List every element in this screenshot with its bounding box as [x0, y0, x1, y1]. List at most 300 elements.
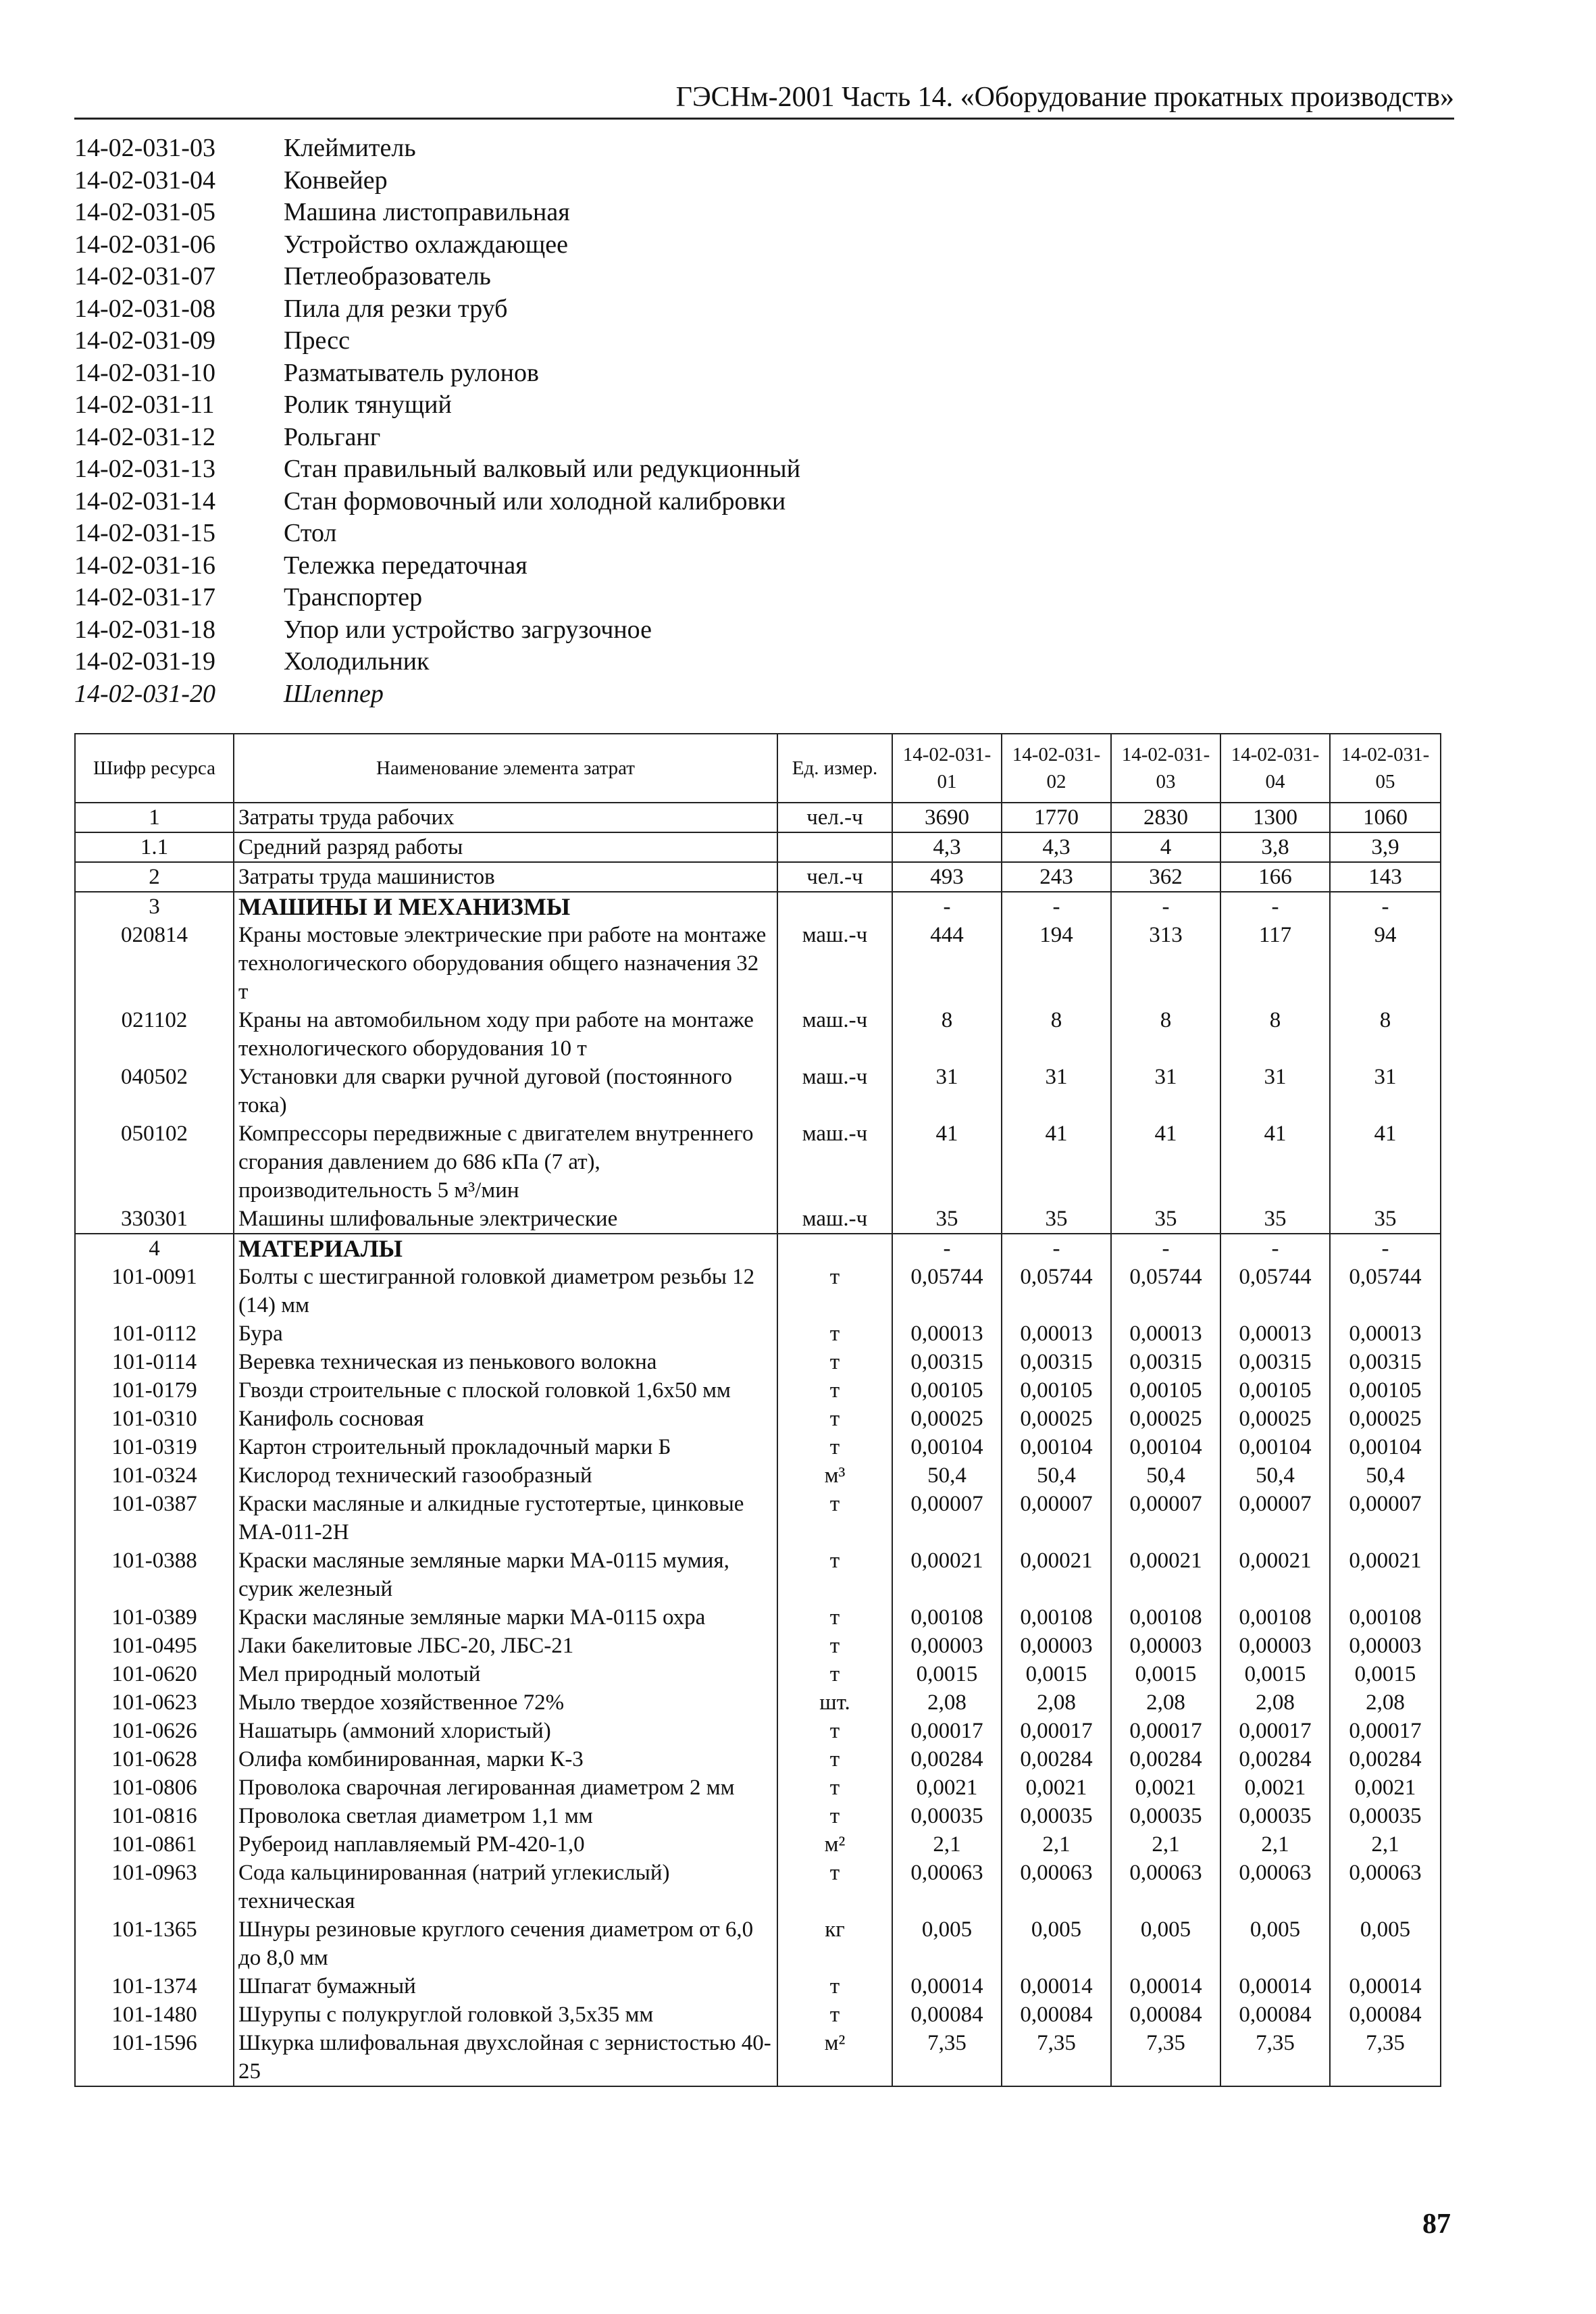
cell-unit: т: [777, 1319, 892, 1348]
cell-value: 31: [1111, 1063, 1220, 1120]
resource-code: 14-02-031-11: [74, 391, 215, 419]
cell-value: 0,00025: [1002, 1405, 1111, 1433]
cell-unit: т: [777, 1348, 892, 1376]
cell-code: 2: [75, 862, 234, 892]
code-list-item: [74, 422, 1020, 454]
cell-value: 0,005: [1220, 1915, 1330, 1972]
cell-unit: т: [777, 1745, 892, 1774]
cell-value: 0,00014: [1002, 1972, 1111, 2001]
cell-value: 0,0021: [1111, 1774, 1220, 1802]
cell-value: 7,35: [1220, 2029, 1330, 2086]
cell-value: 4,3: [1002, 832, 1111, 862]
cell-value: 0,00003: [1111, 1632, 1220, 1660]
cell-value: 0,00007: [1111, 1490, 1220, 1546]
cell-value: 0,0015: [1220, 1660, 1330, 1688]
cell-value: 8: [892, 1006, 1002, 1063]
table-row: [75, 1546, 1441, 1603]
cell-name: Шнуры резиновые круглого сечения диаметром от 6,0 до 8,0 мм: [234, 1915, 777, 1972]
table-row: [75, 1490, 1441, 1546]
cell-value: 0,05744: [1111, 1263, 1220, 1319]
cell-name: Краски масляные земляные марки МА-0115 охра: [234, 1603, 777, 1632]
cell-value: 0,00035: [892, 1802, 1002, 1830]
cell-code: 4: [75, 1234, 234, 1263]
cell-value: 35: [1220, 1205, 1330, 1234]
resource-name: Шлеппер: [284, 679, 384, 708]
resource-name: Стан правильный валковый или редукционный: [284, 455, 801, 483]
cell-value: 0,00017: [1220, 1717, 1330, 1745]
cell-value: 0,00025: [1220, 1405, 1330, 1433]
cell-name: Шпагат бумажный: [234, 1972, 777, 2001]
cell-value: 2,1: [892, 1830, 1002, 1859]
cell-code: 101-0091: [75, 1263, 234, 1319]
cell-name: Веревка техническая из пенькового волокна: [234, 1348, 777, 1376]
cell-value: 2,08: [1220, 1688, 1330, 1717]
cell-value: 0,005: [1002, 1915, 1111, 1972]
cell-unit: т: [777, 1433, 892, 1461]
cell-unit: т: [777, 1660, 892, 1688]
code-list-item: [74, 293, 1020, 326]
cell-code: 101-1480: [75, 2001, 234, 2029]
running-header: [74, 80, 1454, 120]
cell-value: 0,00021: [1220, 1546, 1330, 1603]
cell-value: 0,00013: [1220, 1319, 1330, 1348]
cell-value: 35: [892, 1205, 1002, 1234]
table-row: [75, 1915, 1441, 1972]
cell-name: Кислород технический газообразный: [234, 1461, 777, 1490]
header-unit: Ед. измер.: [777, 734, 892, 803]
cell-value: 0,00105: [1220, 1376, 1330, 1405]
cell-name: Краски масляные и алкидные густотертые, цинковые МА-011-2Н: [234, 1490, 777, 1546]
cell-unit: т: [777, 1717, 892, 1745]
cell-value: 0,00284: [1002, 1745, 1111, 1774]
resource-code: 14-02-031-08: [74, 294, 215, 323]
header-col-2: 14-02-031-02: [1002, 734, 1111, 803]
cell-code: 101-0388: [75, 1546, 234, 1603]
cell-name: Канифоль сосновая: [234, 1405, 777, 1433]
cell-value: 0,00017: [1002, 1717, 1111, 1745]
table-section-row: [75, 1234, 1441, 1263]
header-col-1: 14-02-031-01: [892, 734, 1002, 803]
table-row: [75, 1461, 1441, 1490]
resource-code: 14-02-031-15: [74, 519, 215, 547]
header-col-4: 14-02-031-04: [1220, 734, 1330, 803]
cell-code: 101-1596: [75, 2029, 234, 2086]
cell-value: 0,00315: [1002, 1348, 1111, 1376]
cell-value: 0,00013: [1002, 1319, 1111, 1348]
table-row: [75, 1830, 1441, 1859]
cell-unit: маш.-ч: [777, 921, 892, 1006]
cell-unit: т: [777, 1802, 892, 1830]
cell-value: 0,005: [1111, 1915, 1220, 1972]
cell-value: 0,00007: [892, 1490, 1002, 1546]
resource-code: 14-02-031-10: [74, 358, 215, 387]
cell-unit: маш.-ч: [777, 1063, 892, 1120]
cell-code: 101-0112: [75, 1319, 234, 1348]
cell-value: 0,00315: [892, 1348, 1002, 1376]
cell-value: 50,4: [1220, 1461, 1330, 1490]
cell-value: 31: [892, 1063, 1002, 1120]
resource-name: Упор или устройство загрузочное: [284, 615, 652, 644]
cell-unit: т: [777, 1603, 892, 1632]
cell-value: 50,4: [1330, 1461, 1441, 1490]
cell-value: 0,05744: [892, 1263, 1002, 1319]
cell-value: 7,35: [1111, 2029, 1220, 2086]
cell-value: 0,00013: [1111, 1319, 1220, 1348]
cell-value: 0,00063: [892, 1859, 1002, 1915]
cell-name: МАТЕРИАЛЫ: [234, 1234, 777, 1263]
cell-value: 2,08: [1002, 1688, 1111, 1717]
cell-code: 101-0620: [75, 1660, 234, 1688]
cell-unit: т: [777, 2001, 892, 2029]
cell-value: 166: [1220, 862, 1330, 892]
resource-name: Конвейер: [284, 166, 388, 195]
cell-name: Затраты труда машинистов: [234, 862, 777, 892]
cell-value: 41: [1220, 1120, 1330, 1205]
cell-value: 50,4: [892, 1461, 1002, 1490]
cell-value: 0,05744: [1002, 1263, 1111, 1319]
cell-code: 101-1365: [75, 1915, 234, 1972]
cell-value: 4,3: [892, 832, 1002, 862]
cell-value: 0,005: [1330, 1915, 1441, 1972]
code-list: [74, 132, 1020, 710]
cell-value: 143: [1330, 862, 1441, 892]
cell-value: -: [892, 1234, 1002, 1263]
cell-unit: шт.: [777, 1688, 892, 1717]
table-row: [75, 1660, 1441, 1688]
table-row: [75, 1717, 1441, 1745]
cell-value: 362: [1111, 862, 1220, 892]
cell-value: 0,00025: [1330, 1405, 1441, 1433]
cell-value: 2,1: [1002, 1830, 1111, 1859]
cell-name: Картон строительный прокладочный марки Б: [234, 1433, 777, 1461]
cell-value: 31: [1220, 1063, 1330, 1120]
cell-unit: маш.-ч: [777, 1006, 892, 1063]
cell-value: 0,00021: [1330, 1546, 1441, 1603]
resource-name: Устройство охлаждающее: [284, 230, 568, 259]
cell-name: Рубероид наплавляемый РМ-420-1,0: [234, 1830, 777, 1859]
resource-name: Клеймитель: [284, 134, 416, 162]
cell-unit: [777, 892, 892, 921]
cell-value: 35: [1330, 1205, 1441, 1234]
cell-value: 1060: [1330, 803, 1441, 832]
cell-value: 0,00104: [1002, 1433, 1111, 1461]
cell-value: 0,00007: [1220, 1490, 1330, 1546]
cell-value: 0,00013: [1330, 1319, 1441, 1348]
cell-value: 3690: [892, 803, 1002, 832]
cell-name: Краски масляные земляные марки МА-0115 мумия, сурик железный: [234, 1546, 777, 1603]
code-list-item: [74, 646, 1020, 678]
cell-code: 101-0114: [75, 1348, 234, 1376]
cell-value: -: [1330, 892, 1441, 921]
resource-table: [74, 733, 1441, 2087]
cell-unit: [777, 832, 892, 862]
cell-name: Лаки бакелитовые ЛБС-20, ЛБС-21: [234, 1632, 777, 1660]
resource-name: Рольганг: [284, 422, 381, 451]
resource-code: 14-02-031-19: [74, 647, 215, 676]
cell-value: 0,05744: [1330, 1263, 1441, 1319]
table-row: [75, 1774, 1441, 1802]
cell-code: 101-0310: [75, 1405, 234, 1433]
cell-value: 31: [1330, 1063, 1441, 1120]
header-col-3: 14-02-031-03: [1111, 734, 1220, 803]
table-row: [75, 1802, 1441, 1830]
cell-value: -: [1002, 1234, 1111, 1263]
cell-value: 0,00105: [1330, 1376, 1441, 1405]
cell-value: 0,0021: [1330, 1774, 1441, 1802]
code-list-item: [74, 550, 1020, 582]
cell-value: 0,00063: [1220, 1859, 1330, 1915]
cell-value: 0,00025: [1111, 1405, 1220, 1433]
cell-value: 0,00105: [1111, 1376, 1220, 1405]
cell-value: 0,00025: [892, 1405, 1002, 1433]
cell-value: 41: [1002, 1120, 1111, 1205]
cell-unit: маш.-ч: [777, 1205, 892, 1234]
resource-code: 14-02-031-13: [74, 455, 215, 483]
cell-unit: маш.-ч: [777, 1120, 892, 1205]
resource-name: Ролик тянущий: [284, 391, 452, 419]
cell-value: 313: [1111, 921, 1220, 1006]
table-row: [75, 2001, 1441, 2029]
cell-name: Краны на автомобильном ходу при работе на монтаже технологического оборудования 10 т: [234, 1006, 777, 1063]
cell-value: 0,00013: [892, 1319, 1002, 1348]
cell-value: 2,08: [892, 1688, 1002, 1717]
code-list-item: [74, 261, 1020, 293]
cell-code: 3: [75, 892, 234, 921]
cell-value: 0,00108: [1002, 1603, 1111, 1632]
cell-value: 0,00104: [1330, 1433, 1441, 1461]
cell-value: 0,00104: [1111, 1433, 1220, 1461]
cell-code: 101-1374: [75, 1972, 234, 2001]
cell-value: -: [1330, 1234, 1441, 1263]
cell-value: 0,00014: [892, 1972, 1002, 2001]
cell-name: Установки для сварки ручной дуговой (постоянного тока): [234, 1063, 777, 1120]
header-code: Шифр ресурса: [75, 734, 234, 803]
cell-name: Средний разряд работы: [234, 832, 777, 862]
cell-value: 0,00284: [1220, 1745, 1330, 1774]
resource-name: Стан формовочный или холодной калибровки: [284, 486, 786, 515]
cell-unit: т: [777, 1972, 892, 2001]
cell-code: 101-0324: [75, 1461, 234, 1490]
resource-code: 14-02-031-05: [74, 198, 215, 226]
cell-value: 50,4: [1111, 1461, 1220, 1490]
cell-value: 444: [892, 921, 1002, 1006]
table-row: [75, 1006, 1441, 1063]
cell-value: 0,00084: [1330, 2001, 1441, 2029]
cell-value: 0,00315: [1330, 1348, 1441, 1376]
cell-unit: т: [777, 1632, 892, 1660]
cell-name: Гвозди строительные с плоской головкой 1,6x50 мм: [234, 1376, 777, 1405]
cell-value: -: [1002, 892, 1111, 921]
cell-value: 2,1: [1220, 1830, 1330, 1859]
cell-value: 0,00003: [1002, 1632, 1111, 1660]
cell-unit: м²: [777, 1830, 892, 1859]
cell-value: 1300: [1220, 803, 1330, 832]
resource-code: 14-02-031-09: [74, 326, 215, 355]
table-row: [75, 1603, 1441, 1632]
cell-value: -: [1111, 1234, 1220, 1263]
table-row: [75, 1205, 1441, 1234]
code-list-item: [74, 486, 1020, 518]
code-list-item: [74, 165, 1020, 197]
resource-code: 14-02-031-04: [74, 166, 215, 195]
cell-value: 0,00035: [1220, 1802, 1330, 1830]
cell-value: 0,0015: [1330, 1660, 1441, 1688]
resource-code: 14-02-031-14: [74, 486, 215, 515]
cell-unit: кг: [777, 1915, 892, 1972]
cell-code: 020814: [75, 921, 234, 1006]
cell-value: 0,00035: [1330, 1802, 1441, 1830]
cell-value: -: [892, 892, 1002, 921]
cell-name: Затраты труда рабочих: [234, 803, 777, 832]
cell-value: 0,00021: [1002, 1546, 1111, 1603]
resource-code: 14-02-031-20: [74, 679, 215, 708]
cell-value: 0,0015: [1111, 1660, 1220, 1688]
table-row: [75, 832, 1441, 862]
cell-value: 0,00108: [1111, 1603, 1220, 1632]
resource-name: Тележка передаточная: [284, 551, 527, 580]
resource-name: Стол: [284, 519, 337, 547]
cell-value: 0,00063: [1002, 1859, 1111, 1915]
cell-value: -: [1111, 892, 1220, 921]
cell-value: 41: [892, 1120, 1002, 1205]
cell-code: 1.1: [75, 832, 234, 862]
cell-value: 0,00014: [1111, 1972, 1220, 2001]
cell-value: 8: [1111, 1006, 1220, 1063]
resource-name: Машина листоправильная: [284, 198, 570, 226]
cell-name: МАШИНЫ И МЕХАНИЗМЫ: [234, 892, 777, 921]
cell-unit: чел.-ч: [777, 803, 892, 832]
cell-name: Мел природный молотый: [234, 1660, 777, 1688]
resource-name: Разматыватель рулонов: [284, 358, 539, 387]
cell-value: 0,00284: [1111, 1745, 1220, 1774]
cell-value: 0,00284: [892, 1745, 1002, 1774]
cell-value: 41: [1111, 1120, 1220, 1205]
cell-value: 7,35: [1330, 2029, 1441, 2086]
cell-value: 117: [1220, 921, 1330, 1006]
cell-value: 4: [1111, 832, 1220, 862]
cell-value: 0,00315: [1111, 1348, 1220, 1376]
cell-name: Компрессоры передвижные с двигателем внутреннего сгорания давлением до 686 кПа (7 ат), производительность 5 м³/мин: [234, 1120, 777, 1205]
table-row: [75, 862, 1441, 892]
table-row: [75, 1972, 1441, 2001]
code-list-item: [74, 357, 1020, 390]
cell-value: 0,00003: [892, 1632, 1002, 1660]
cell-unit: чел.-ч: [777, 862, 892, 892]
cell-name: Бура: [234, 1319, 777, 1348]
cell-value: 0,00035: [1002, 1802, 1111, 1830]
cell-value: 7,35: [892, 2029, 1002, 2086]
code-list-item: [74, 325, 1020, 357]
cell-value: 0,00084: [892, 2001, 1002, 2029]
cell-value: 0,00084: [1220, 2001, 1330, 2029]
cell-name: Шурупы с полукруглой головкой 3,5x35 мм: [234, 2001, 777, 2029]
cell-code: 101-0319: [75, 1433, 234, 1461]
cell-value: 8: [1220, 1006, 1330, 1063]
cell-value: 0,0021: [1220, 1774, 1330, 1802]
resource-code: 14-02-031-12: [74, 422, 215, 451]
table-row: [75, 1376, 1441, 1405]
cell-value: 0,00108: [1330, 1603, 1441, 1632]
cell-value: 0,00021: [1111, 1546, 1220, 1603]
table-row: [75, 803, 1441, 832]
cell-value: 1770: [1002, 803, 1111, 832]
cell-value: 0,00104: [1220, 1433, 1330, 1461]
cell-unit: т: [777, 1490, 892, 1546]
cell-code: 101-0806: [75, 1774, 234, 1802]
code-list-item: [74, 389, 1020, 422]
cell-value: 243: [1002, 862, 1111, 892]
table-row: [75, 1348, 1441, 1376]
table-row: [75, 1120, 1441, 1205]
header-name: Наименование элемента затрат: [234, 734, 777, 803]
table-row: [75, 1632, 1441, 1660]
cell-name: Олифа комбинированная, марки К-3: [234, 1745, 777, 1774]
cell-value: 0,00108: [892, 1603, 1002, 1632]
code-list-item: [74, 614, 1020, 647]
resource-code: 14-02-031-17: [74, 583, 215, 611]
resource-name: Транспортер: [284, 583, 423, 611]
cell-value: 0,00007: [1330, 1490, 1441, 1546]
code-list-item: [74, 453, 1020, 486]
cell-value: 0,0015: [892, 1660, 1002, 1688]
cell-name: Мыло твердое хозяйственное 72%: [234, 1688, 777, 1717]
resource-name: Холодильник: [284, 647, 430, 676]
cell-code: 021102: [75, 1006, 234, 1063]
cell-name: Болты с шестигранной головкой диаметром резьбы 12 (14) мм: [234, 1263, 777, 1319]
code-list-item: [74, 229, 1020, 261]
table-section-row: [75, 892, 1441, 921]
cell-value: 0,00003: [1330, 1632, 1441, 1660]
cell-name: Нашатырь (аммоний хлористый): [234, 1717, 777, 1745]
cell-value: 41: [1330, 1120, 1441, 1205]
cell-value: 8: [1002, 1006, 1111, 1063]
cell-name: Проволока сварочная легированная диаметром 2 мм: [234, 1774, 777, 1802]
table-row: [75, 1745, 1441, 1774]
cell-value: 0,00017: [892, 1717, 1002, 1745]
cell-value: 31: [1002, 1063, 1111, 1120]
cell-unit: т: [777, 1774, 892, 1802]
cell-value: 0,00105: [1002, 1376, 1111, 1405]
cell-value: 2,08: [1111, 1688, 1220, 1717]
cell-value: 7,35: [1002, 2029, 1111, 2086]
table-row: [75, 1405, 1441, 1433]
table-row: [75, 1688, 1441, 1717]
code-list-item: [74, 582, 1020, 614]
cell-value: 0,00003: [1220, 1632, 1330, 1660]
cell-code: 101-0495: [75, 1632, 234, 1660]
cell-value: 0,05744: [1220, 1263, 1330, 1319]
cell-value: 0,00315: [1220, 1348, 1330, 1376]
cell-value: 0,00021: [892, 1546, 1002, 1603]
cell-value: 0,00063: [1111, 1859, 1220, 1915]
code-list-item: [74, 132, 1020, 165]
cell-value: 8: [1330, 1006, 1441, 1063]
cell-value: 0,00105: [892, 1376, 1002, 1405]
resource-code: 14-02-031-03: [74, 134, 215, 162]
page-number: 87: [1422, 2209, 1451, 2240]
cell-unit: т: [777, 1859, 892, 1915]
cell-code: 101-0389: [75, 1603, 234, 1632]
resource-name: Пила для резки труб: [284, 294, 508, 323]
cell-code: 330301: [75, 1205, 234, 1234]
table-row: [75, 921, 1441, 1006]
cell-value: 0,00104: [892, 1433, 1002, 1461]
cell-value: 35: [1111, 1205, 1220, 1234]
resource-code: 14-02-031-06: [74, 230, 215, 259]
cell-name: Сода кальцинированная (натрий углекислый) техническая: [234, 1859, 777, 1915]
cell-code: 040502: [75, 1063, 234, 1120]
cell-value: 35: [1002, 1205, 1111, 1234]
